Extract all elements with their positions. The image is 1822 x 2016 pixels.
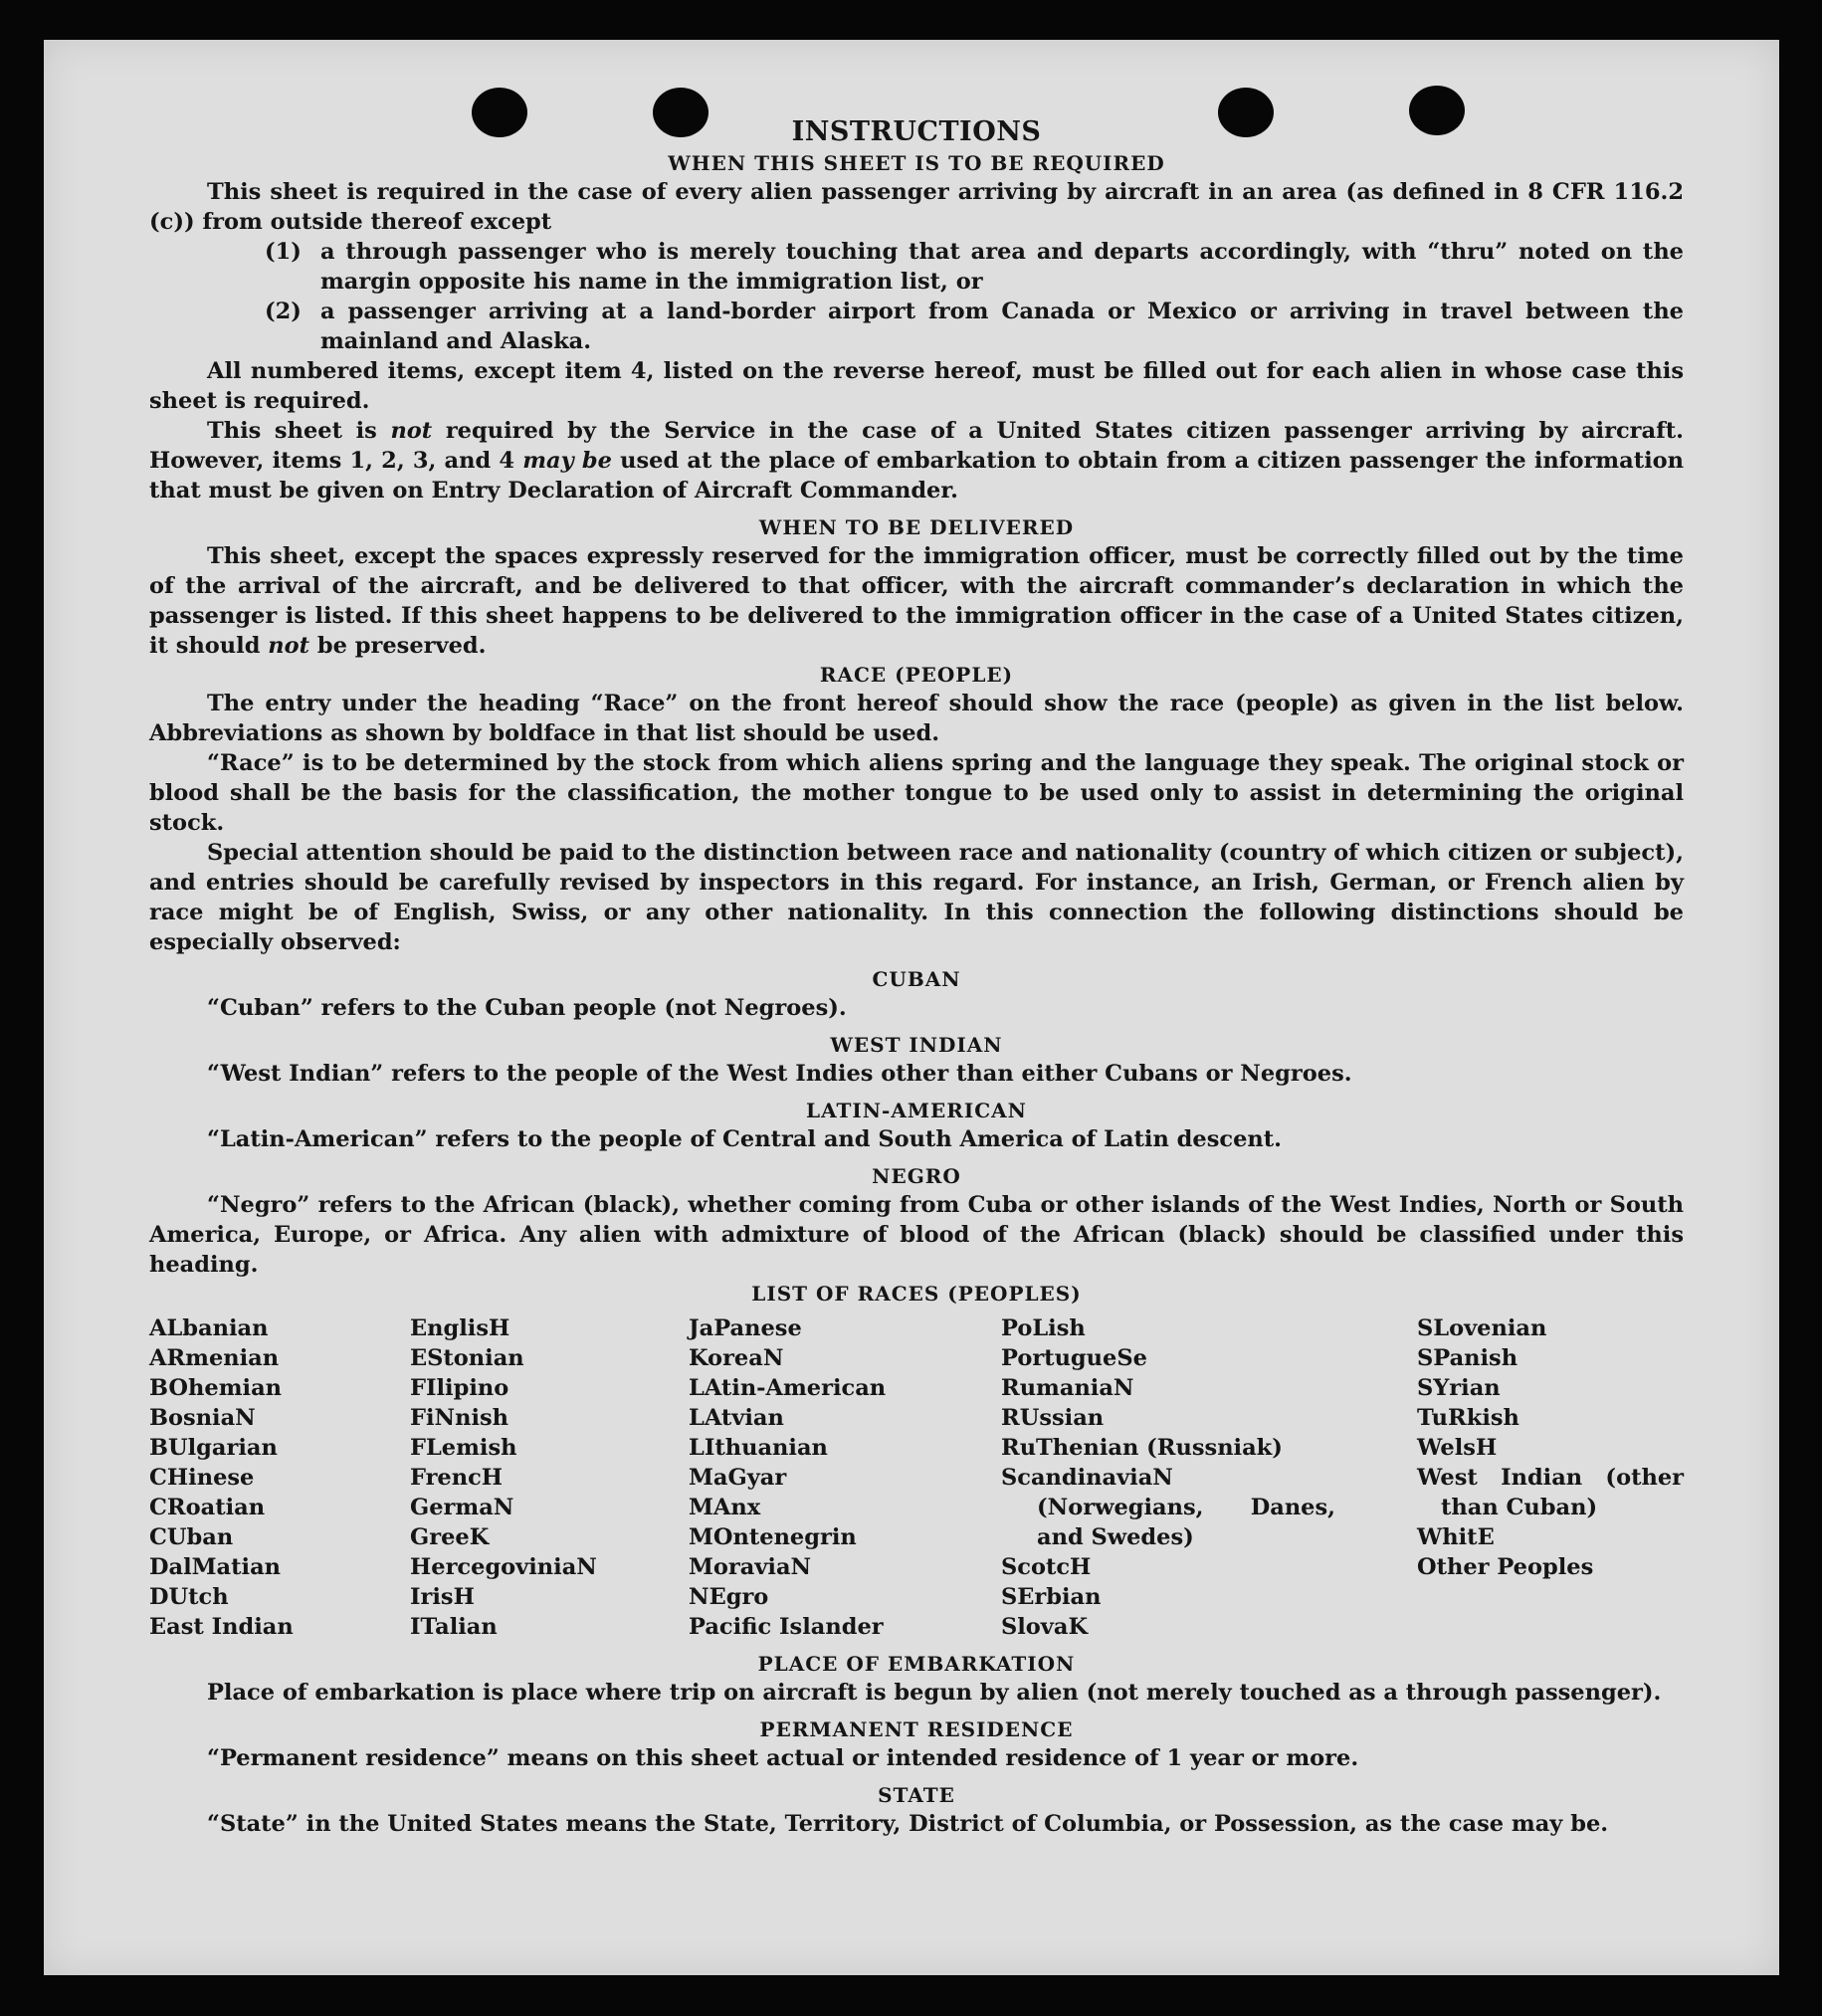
race-entry: CHinese [149, 1465, 255, 1491]
race-entry: GermaN [410, 1495, 514, 1520]
paragraph-embarkation: Place of embarkation is place where trip on aircraft is begun by alien (not merely touched as a through passenger). [207, 1680, 1662, 1706]
race-entry: EStonian [410, 1345, 524, 1371]
instructions-content [149, 115, 1684, 1839]
race-entry: DUtch [149, 1584, 229, 1610]
race-entry: BUlgarian [149, 1435, 278, 1461]
paragraph-race-2: “Race” is to be determined by the stock from which aliens spring and the language they speak. The original stock or blood shall be the basis for the classification, the mother tongue to be used only to assist in determining the original stock. [149, 750, 1684, 836]
race-entry: HercegoviniaN [410, 1554, 597, 1580]
race-column-3 [689, 1313, 1001, 1642]
race-entry: LAtin-American [689, 1375, 887, 1401]
paragraph-citizen: This sheet is not required by the Service in the case of a United States citizen passenger arriving by aircraft. However, items 1, 2, 3, and 4 may be used at the place of embarkation to obtain from a citizen passenger the information that must be given on Entry Declaration of Aircraft Commander. [149, 418, 1685, 504]
race-entry: DalMatian [149, 1554, 282, 1580]
race-column-5 [1417, 1313, 1684, 1642]
paragraph-numbered-items: All numbered items, except item 4, listed on the reverse hereof, must be filled out for each alien in whose case this sheet is required. [149, 358, 1684, 414]
race-entry: ALbanian [149, 1315, 269, 1341]
race-column-1 [149, 1313, 410, 1642]
heading-state: STATE [878, 1783, 955, 1807]
race-entry: PortugueSe [1001, 1345, 1147, 1371]
race-entry: MOntenegrin [689, 1524, 857, 1550]
race-entry: Other Peoples [1417, 1554, 1594, 1580]
item-number: (1) [265, 239, 302, 265]
race-entry: JaPanese [689, 1315, 802, 1341]
race-entry: GreeK [410, 1524, 490, 1550]
race-entry: MAnx [689, 1495, 761, 1520]
race-entry: CRoatian [149, 1495, 266, 1520]
race-entry: Pacific Islander [689, 1614, 884, 1640]
page-title: INSTRUCTIONS [791, 116, 1042, 147]
paragraph-race-1: The entry under the heading “Race” on the front hereof should show the race (people) as given in the list below. Abbreviations as shown by boldface in that list should be used. [149, 691, 1684, 746]
item-text: a passenger arriving at a land-border airport from Canada or Mexico or arriving in travel between the mainland and Alaska. [320, 299, 1684, 354]
paragraph-west-indian: “West Indian” refers to the people of the West Indies other than either Cubans or Negroes. [207, 1061, 1352, 1087]
paragraph-latin-american: “Latin-American” refers to the people of Central and South America of Latin descent. [207, 1126, 1282, 1152]
race-entry: RUssian [1001, 1405, 1105, 1431]
race-entry: BOhemian [149, 1375, 283, 1401]
race-entry: FiNnish [410, 1405, 509, 1431]
heading-negro: NEGRO [872, 1164, 961, 1188]
race-entry: PoLish [1001, 1315, 1086, 1341]
race-entry: ITalian [410, 1614, 498, 1640]
race-column-2 [410, 1313, 689, 1642]
paragraph-delivered: This sheet, except the spaces expressly reserved for the immigration officer, must be correctly filled out by the time of the arrival of the aircraft, and be delivered to that officer, with the aircraft commander’s declaration in which the passenger is listed. If this sheet happens to be delivered to the immigration officer in the case of a United States citizen, it should not be preserved. [149, 543, 1684, 659]
list-item [265, 297, 1684, 356]
race-entry: SlovaK [1001, 1614, 1089, 1640]
heading-cuban: CUBAN [872, 967, 961, 991]
race-entry: WhitE [1417, 1524, 1495, 1550]
paragraph-state: “State” in the United States means the State, Territory, District of Columbia, or Possession, as the case may be. [207, 1811, 1609, 1837]
paragraph-race-3: Special attention should be paid to the distinction between race and nationality (country of which citizen or subject), and entries should be carefully revised by inspectors in this regard. For instance, an Irish, German, or French alien by race might be of English, Swiss, or any other nationality. In this connection the following distinctions should be especially observed: [149, 840, 1684, 955]
race-entry: BosniaN [149, 1405, 256, 1431]
race-entry: NEgro [689, 1584, 769, 1610]
heading-delivered: WHEN TO BE DELIVERED [758, 515, 1075, 539]
race-entry: CUban [149, 1524, 234, 1550]
race-list [149, 1313, 1684, 1642]
heading-west-indian: WEST INDIAN [830, 1033, 1003, 1057]
item-number: (2) [265, 299, 302, 324]
race-entry: RuThenian (Russniak) [1001, 1435, 1283, 1461]
paragraph-negro: “Negro” refers to the African (black), whether coming from Cuba or other islands of the West Indies, North or South America, Europe, or Africa. Any alien with admixture of blood of the African (black) should be classified under this heading. [149, 1192, 1684, 1278]
race-entry: IrisH [410, 1584, 475, 1610]
document-sheet [44, 40, 1779, 1975]
paragraph-cuban: “Cuban” refers to the Cuban people (not Negroes). [207, 995, 847, 1021]
race-entry: FrencH [410, 1465, 504, 1491]
race-entry: WelsH [1417, 1435, 1498, 1461]
race-entry: SPanish [1417, 1345, 1518, 1371]
heading-required: WHEN THIS SHEET IS TO BE REQUIRED [668, 151, 1165, 175]
paragraph-residence: “Permanent residence” means on this sheet actual or intended residence of 1 year or more. [207, 1745, 1359, 1771]
race-entry: SLovenian [1417, 1315, 1547, 1341]
race-entry: ScotcH [1001, 1554, 1092, 1580]
heading-residence: PERMANENT RESIDENCE [759, 1717, 1074, 1741]
race-entry: KoreaN [689, 1345, 784, 1371]
list-item [265, 237, 1684, 297]
race-entry: SErbian [1001, 1584, 1102, 1610]
race-entry: MoraviaN [689, 1554, 812, 1580]
heading-race: RACE (PEOPLE) [819, 663, 1014, 687]
race-entry: ScandinaviaN (Norwegians, Danes, and Swedes) [1001, 1465, 1335, 1550]
race-entry: EnglisH [410, 1315, 510, 1341]
race-entry: SYrian [1417, 1375, 1501, 1401]
race-entry: RumaniaN [1001, 1375, 1134, 1401]
race-entry: LAtvian [689, 1405, 784, 1431]
race-entry: ARmenian [149, 1345, 280, 1371]
heading-embarkation: PLACE OF EMBARKATION [757, 1652, 1076, 1676]
heading-latin-american: LATIN-AMERICAN [806, 1099, 1027, 1122]
item-text: a through passenger who is merely touching that area and departs accordingly, with “thru” noted on the margin opposite his name in the immigration list, or [320, 239, 1684, 295]
heading-list-of-races: LIST OF RACES (PEOPLES) [751, 1282, 1082, 1306]
race-entry: LIthuanian [689, 1435, 828, 1461]
race-entry: West Indian (other than Cuban) [1417, 1465, 1684, 1520]
race-entry: FLemish [410, 1435, 517, 1461]
race-column-4 [1001, 1313, 1335, 1642]
race-entry: MaGyar [689, 1465, 787, 1491]
race-entry: FIlipino [410, 1375, 509, 1401]
paragraph-required-intro: This sheet is required in the case of every alien passenger arriving by aircraft in an area (as defined in 8 CFR 116.2 (c)) from outside thereof except [149, 179, 1684, 235]
race-entry: TuRkish [1417, 1405, 1519, 1431]
race-entry: East Indian [149, 1614, 294, 1640]
